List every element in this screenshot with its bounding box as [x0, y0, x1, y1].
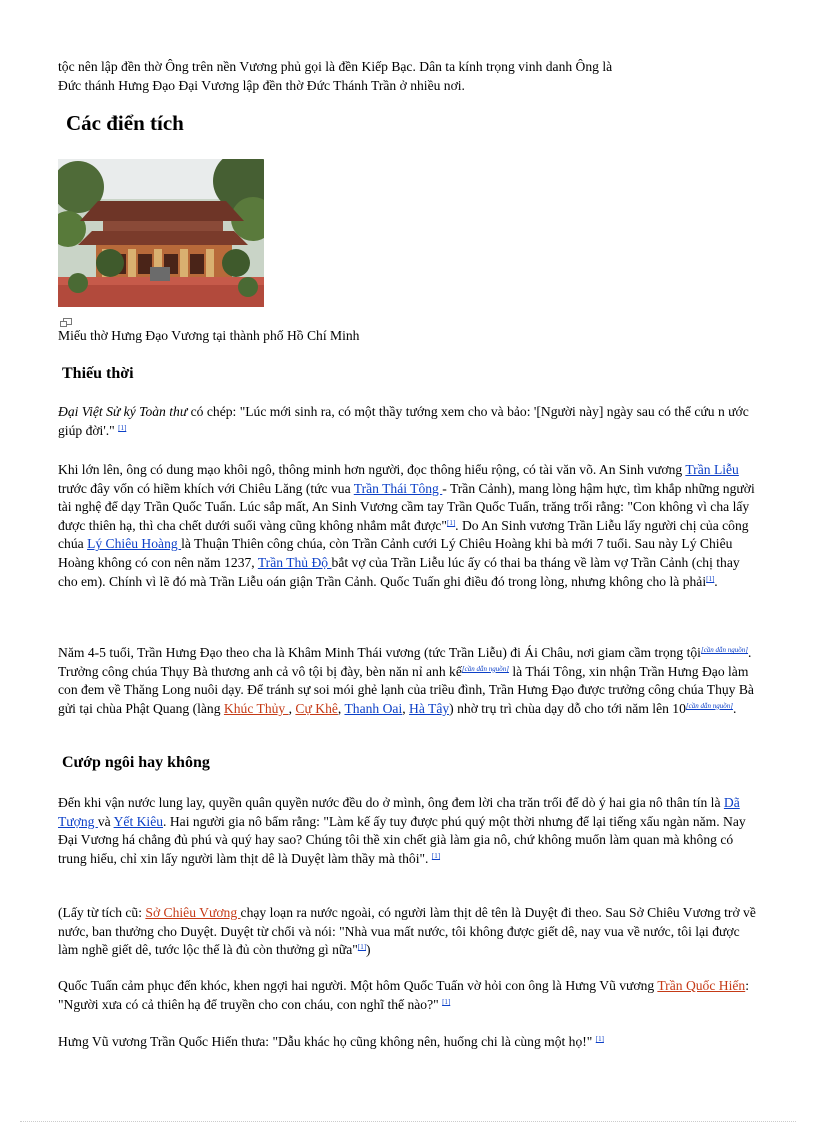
link-tran-thu-do[interactable]: Trần Thủ Độ	[257, 554, 332, 570]
text-run: . Hai người gia nô bẩm rằng: "Làm kế ấy tuy được phú quý một thời nhưng để lại tiếng xấu ngàn năm. Nay Đại Vương há chẳng đủ phú và quý hay sao? Chúng tôi thề xin chết già làm gia nô, chứ không muốn làm quan mà không có trung hiếu, chỉ xin lấy người làm thịt dê là Duyệt làm thầy mà thôi".	[58, 813, 746, 866]
link-tran-thai-tong[interactable]: Trần Thái Tông	[353, 480, 443, 496]
enlarge-icon[interactable]	[60, 314, 72, 323]
ref-link[interactable]: [1]	[706, 574, 715, 583]
text-run: Hưng Vũ vương Trần Quốc Hiến thưa: "Dẫu khác họ cũng không nên, huống chi là cùng một họ!"	[58, 1034, 596, 1049]
text-run: Năm 4-5 tuổi, Trần Hưng Đạo theo cha là Khâm Minh Thái vương (tức Trần Liễu) đi Ái Châu, nơi giam cầm trọng tội	[58, 645, 701, 660]
link-ha-tay[interactable]: Hà Tây	[409, 700, 450, 716]
reference-link	[358, 943, 366, 951]
citation-needed	[686, 702, 733, 710]
link-thanh-oai[interactable]: Thanh Oai	[344, 700, 403, 716]
separator: ,	[288, 700, 296, 716]
text-run: .	[732, 700, 737, 716]
paragraph-sub2-1	[58, 794, 758, 868]
text-run: . Trưởng công chúa Thụy Bà thương anh cả vô tội bị đày, bèn năn nỉ anh kế	[58, 645, 752, 679]
intro-line-2: Đức thánh Hưng Đạo Đại Vương lập đền thờ Đức Thánh Trần ở nhiều nơi.	[58, 77, 465, 93]
link-da-tuong[interactable]: Dã Tượng	[58, 795, 740, 829]
reference-link	[442, 998, 450, 1006]
separator: ,	[337, 700, 345, 716]
page-bottom-divider	[20, 1121, 796, 1122]
link-tran-quoc-hien[interactable]: Trần Quốc Hiến	[657, 978, 746, 993]
text-run: bắt vợ của Trần Liễu lúc ấy có thai ba tháng về làm vợ Trần Cảnh (chị thay cho em). Chính vì lẽ đó mà Trần Liễu oán giận Trần Cảnh. Quốc Tuấn ghi điều đó trong lòng, nhưng không cho là phải	[58, 554, 740, 589]
text-run: ) nhờ trụ trì chùa dạy dỗ cho tới năm lên 10	[449, 700, 686, 716]
text-run: Quốc Tuấn cảm phục đến khóc, khen ngợi hai người. Một hôm Quốc Tuấn vờ hỏi con ông là Hưng Vũ vương	[58, 978, 658, 993]
text-run: .	[714, 573, 718, 589]
text-run: có chép: "Lúc mới sinh ra, có một thầy tướng xem cho và bảo: '[Người này] ngày sau có thể cứu n ước giúp đời'."	[58, 404, 749, 438]
text-run: - Trần Cảnh), mang lòng hậm hực, tìm khắp những người tài nghệ để dạy Trần Quốc Tuấn. Lúc sắp mất, An Sinh Vương cầm tay Trần Quốc Tuấn, trăng trối rằng: "Con không vì cha lấy được thiên hạ, thì cha chết dưới suối vàng cũng không nhắm mắt được"	[58, 480, 755, 533]
text-run: là Thái Tông, xin nhận Trần Hưng Đạo làm con đem về Thăng Long nuôi dạy. Để tránh sự soi mói ghẻ lạnh của triều đình, Trần Hưng Đạo được trưởng công chúa Thụy Bà gửi tại chùa Phật Quang (làng	[58, 663, 754, 716]
ref-link[interactable]: [1]	[595, 1035, 604, 1043]
link-ly-chieu-hoang[interactable]: Lý Chiêu Hoàng	[87, 536, 182, 552]
link-so-chieu-vuong[interactable]: Sở Chiêu Vương	[145, 905, 241, 920]
text-run: trước đây vốn có hiềm khích với Chiêu Lăng (tức vua	[58, 480, 354, 496]
subsection-title-2: Cướp ngôi hay không	[62, 754, 210, 771]
citation-needed-link[interactable]: [cần dẫn nguồn]	[700, 646, 749, 654]
ref-link[interactable]: [1]	[431, 851, 441, 860]
text-run: Đến khi vận nước lung lay, quyền quân quyền nước đều do ở mình, ông đem lời cha trăn trối để dò ý hai gia nô thân tín là	[58, 795, 724, 810]
text-run: Khi lớn lên, ông có dung mạo khôi ngô, thông minh hơn người, đọc thông hiểu rộng, có tài văn võ. An Sinh vương	[58, 462, 686, 477]
ref-link[interactable]: [1]	[118, 423, 127, 432]
reference-link	[596, 1035, 604, 1043]
text-run: (Lấy từ tích cũ:	[58, 905, 146, 920]
citation-needed-link[interactable]: [cần dẫn nguồn]	[685, 701, 733, 710]
book-title: Đại Việt Sử ký Toàn thư	[58, 404, 188, 419]
image-caption: Miếu thờ Hưng Đạo Vương tại thành phố Hồ Chí Minh	[58, 328, 360, 343]
paragraph-sub1-1	[58, 403, 758, 440]
citation-needed	[701, 646, 748, 654]
paragraph-sub2-4	[58, 1033, 758, 1052]
subsection-title-1: Thiếu thời	[62, 365, 134, 382]
reference-link	[432, 852, 440, 860]
citation-needed	[462, 665, 509, 673]
reference-link	[447, 519, 455, 527]
temple-photo[interactable]	[58, 159, 264, 307]
link-tran-lieu[interactable]: Trần Liễu	[685, 462, 739, 477]
paragraph-sub2-2	[58, 904, 758, 960]
ref-link[interactable]: [1]	[357, 943, 367, 952]
section-title: Các điển tích	[66, 111, 184, 135]
link-cu-khe[interactable]: Cự Khê	[295, 700, 338, 716]
temple-illustration	[58, 159, 264, 307]
paragraph-sub1-2	[58, 461, 758, 591]
ref-link[interactable]: [1]	[446, 518, 456, 527]
text-run: . Do An Sinh vương Trần Liễu lấy người chị của công chúa	[58, 517, 749, 552]
text-run: và	[97, 813, 114, 829]
paragraph-sub1-3	[58, 644, 758, 718]
link-khuc-thuy[interactable]: Khúc Thủy	[223, 700, 289, 716]
citation-needed-link[interactable]: [cần dẫn nguồn]	[461, 664, 509, 673]
reference-link	[118, 424, 126, 432]
intro-paragraph	[58, 58, 758, 95]
paragraph-sub2-3	[58, 977, 758, 1014]
text-run: là Thuận Thiên công chúa, còn Trần Cảnh cưới Lý Chiêu Hoàng khi bà mới 7 tuổi. Sau này Lý Chiêu Hoàng không có con nên năm 1237,	[58, 536, 733, 570]
text-run: )	[366, 942, 371, 958]
link-yet-kieu[interactable]: Yết Kiêu	[113, 813, 164, 829]
separator: ,	[402, 700, 410, 716]
text-run: chạy loạn ra nước ngoài, có người làm thịt dê tên là Duyệt đi theo. Sau Sở Chiêu Vương trở về nước, ban thưởng cho Duyệt. Duyệt từ chối và nói: "Nhà vua mất nước, tôi không được giết dê, nay vua về nước, tôi lại được làm nghề giết dê, tước lộc thế là đủ còn thưởng gì nữa"	[58, 905, 756, 958]
ref-link[interactable]: [1]	[442, 997, 451, 1006]
text-run: : "Người xưa có cả thiên hạ để truyền cho con cháu, con nghĩ thế nào?"	[58, 978, 749, 1012]
intro-line-1: tộc nên lập đền thờ Ông trên nền Vương phủ gọi là đền Kiếp Bạc. Dân ta kính trọng vinh danh Ông là	[58, 59, 613, 74]
